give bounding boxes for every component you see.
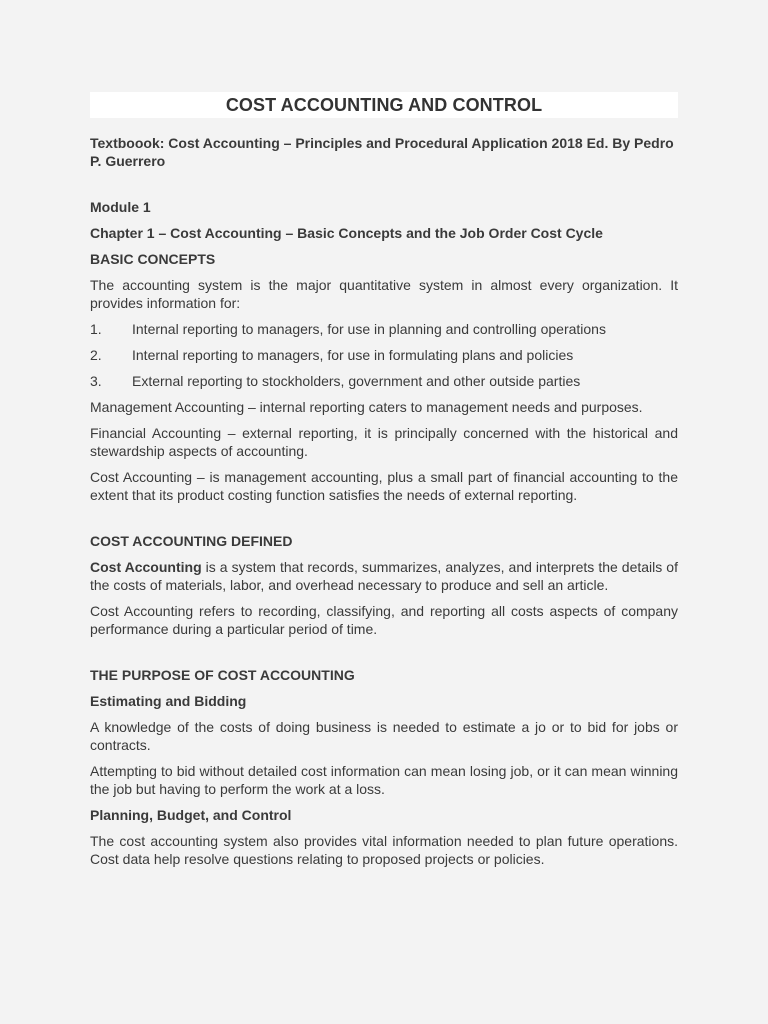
paragraph-definition-2: Cost Accounting refers to recording, classifying, and reporting all costs aspects of company performance during a particular period of time. bbox=[90, 603, 678, 637]
definition-term: Cost Accounting bbox=[90, 559, 202, 575]
section-heading-basic-concepts: BASIC CONCEPTS bbox=[90, 251, 216, 267]
document-body bbox=[90, 134, 678, 868]
list-item bbox=[90, 320, 678, 338]
document-title: COST ACCOUNTING AND CONTROL bbox=[225, 95, 543, 115]
paragraph-cost-accounting: Cost Accounting – is management accounting, plus a small part of financial accounting to the extent that its product costing function satisfies the needs of external reporting. bbox=[90, 469, 678, 503]
subheading-planning-budget-control: Planning, Budget, and Control bbox=[90, 807, 292, 823]
definition-text: is a system that records, summarizes, analyzes, and interprets the details of the costs of materials, labor, and overhead necessary to produce and sell an article. bbox=[90, 559, 678, 593]
list-text: Internal reporting to managers, for use in formulating plans and policies bbox=[132, 347, 574, 363]
list-number: 3. bbox=[90, 373, 102, 389]
subheading-estimating-bidding: Estimating and Bidding bbox=[90, 693, 247, 709]
paragraph-management-accounting: Management Accounting – internal reporting caters to management needs and purposes. bbox=[90, 399, 643, 415]
list-number: 2. bbox=[90, 347, 102, 363]
paragraph-intro: The accounting system is the major quantitative system in almost every organization. It provides information for: bbox=[90, 277, 678, 311]
list-number: 1. bbox=[90, 321, 102, 337]
paragraph-estimating-2: Attempting to bid without detailed cost information can mean losing job, or it can mean winning the job but having to perform the work at a loss. bbox=[90, 763, 678, 797]
module-label: Module 1 bbox=[90, 199, 151, 215]
list-item bbox=[90, 372, 678, 390]
section-heading-cost-accounting-defined: COST ACCOUNTING DEFINED bbox=[90, 533, 293, 549]
list-text: External reporting to stockholders, government and other outside parties bbox=[132, 373, 581, 389]
paragraph-definition-1 bbox=[90, 558, 678, 594]
paragraph-financial-accounting: Financial Accounting – external reporting, it is principally concerned with the historical and stewardship aspects of accounting. bbox=[90, 425, 678, 459]
section-heading-purpose: THE PURPOSE OF COST ACCOUNTING bbox=[90, 667, 355, 683]
chapter-heading: Chapter 1 – Cost Accounting – Basic Concepts and the Job Order Cost Cycle bbox=[90, 225, 603, 241]
paragraph-planning-1: The cost accounting system also provides vital information needed to plan future operations. Cost data help resolve questions relating to proposed projects or policies. bbox=[90, 833, 678, 867]
textbook-reference: Textboook: Cost Accounting – Principles and Procedural Application 2018 Ed. By Pedro P. Guerrero bbox=[90, 135, 674, 169]
list-text: Internal reporting to managers, for use in planning and controlling operations bbox=[132, 321, 606, 337]
list-item bbox=[90, 346, 678, 364]
paragraph-estimating-1: A knowledge of the costs of doing business is needed to estimate a jo or to bid for jobs or contracts. bbox=[90, 719, 678, 753]
